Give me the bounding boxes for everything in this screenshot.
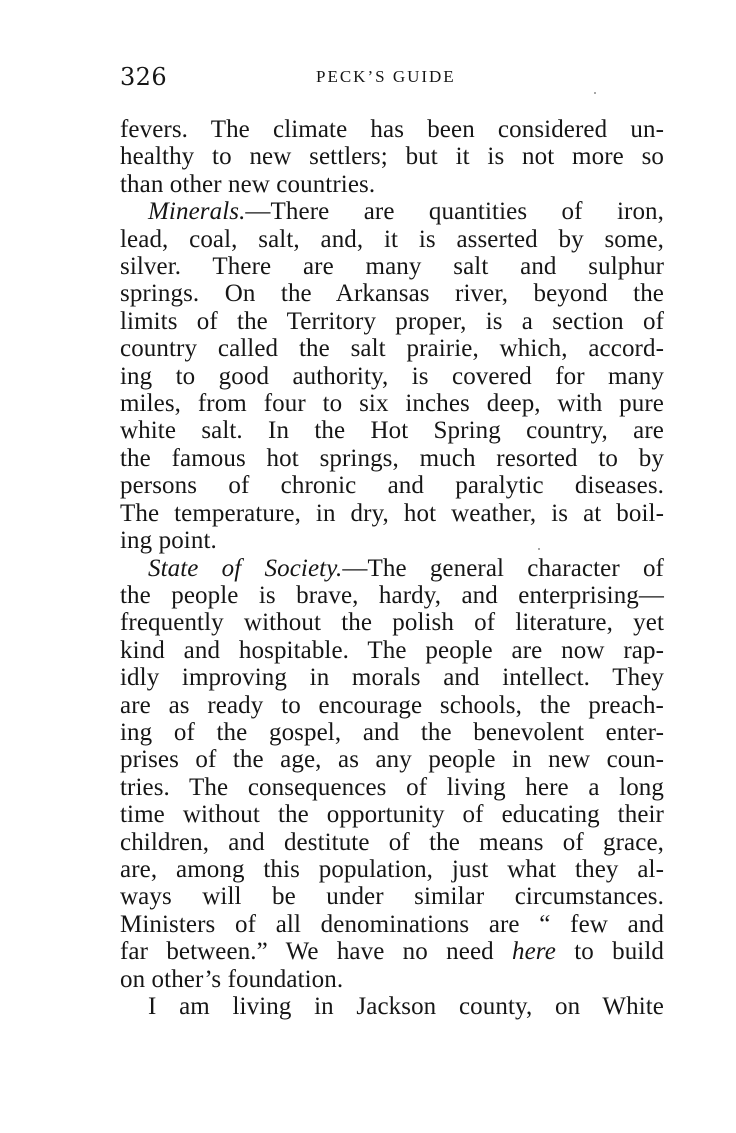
text-line: frequently without the polish of literature, yet <box>120 609 664 637</box>
text-line: ing of the gospel, and the benevolent enter- <box>120 718 664 746</box>
page-header <box>120 62 664 96</box>
page-number: 326 <box>120 63 168 91</box>
text-line: persons of chronic and paralytic diseases. <box>120 472 664 500</box>
text-line: The temperature, in dry, hot weather, is at boil- <box>120 499 664 527</box>
text-line: the people is brave, hardy, and enterprising— <box>120 581 664 609</box>
text-line: kind and hospitable. The people are now rap- <box>120 636 664 664</box>
running-title: PECK’S GUIDE <box>316 67 456 86</box>
society-text: —The general character of <box>342 554 664 582</box>
text-line: healthy to new settlers; but it is not more so <box>120 143 664 171</box>
text-line: ways will be under similar circumstances. <box>120 883 664 911</box>
text-line: tries. The consequences of living here a long <box>120 773 664 801</box>
minerals-heading: Minerals. <box>148 198 246 226</box>
text-line: are as ready to encourage schools, the preach- <box>120 691 664 719</box>
text-line: the famous hot springs, much resorted to by <box>120 444 664 472</box>
text-line: springs. On the Arkansas river, beyond the <box>120 280 664 308</box>
society-heading: State of Society. <box>148 554 343 582</box>
text-line: are, among this population, just what they al- <box>120 855 664 883</box>
text-line: I am living in Jackson county, on White <box>148 993 664 1020</box>
text-line: Ministers of all denominations are “ few and <box>120 910 664 938</box>
text-line: time without the opportunity of educating their <box>120 801 664 829</box>
text-line: limits of the Territory proper, is a section of <box>120 307 664 335</box>
text-line: children, and destitute of the means of grace, <box>120 828 664 856</box>
far-between-line <box>120 938 664 965</box>
emphasis-here: here <box>512 938 556 966</box>
text-line: prises of the age, as any people in new coun- <box>120 746 664 774</box>
text-line: ing point. <box>120 527 217 555</box>
body-text <box>120 116 664 1020</box>
text-line: country called the salt prairie, which, accord- <box>120 335 664 363</box>
minerals-paragraph-start <box>120 198 664 225</box>
text-line: white salt. In the Hot Spring country, are <box>120 417 664 445</box>
society-paragraph-start <box>120 555 664 582</box>
text-line: idly improving in morals and intellect. They <box>120 664 664 692</box>
text-line: ing to good authority, is covered for many <box>120 362 664 390</box>
text-line: miles, from four to six inches deep, with pure <box>120 390 664 418</box>
far-between-end: to build <box>555 938 664 966</box>
text-line: on other’s foundation. <box>120 965 344 993</box>
text-line: fevers. The climate has been considered un- <box>120 116 664 143</box>
minerals-text: —There are quantities of iron, <box>245 198 664 226</box>
text-line: silver. There are many salt and sulphur <box>120 253 664 281</box>
far-between-text: far between.” We have no need <box>120 938 513 966</box>
text-line: than other new countries. <box>120 170 376 198</box>
text-line: lead, coal, salt, and, it is asserted by some, <box>120 225 664 253</box>
paper-speck <box>594 92 596 94</box>
